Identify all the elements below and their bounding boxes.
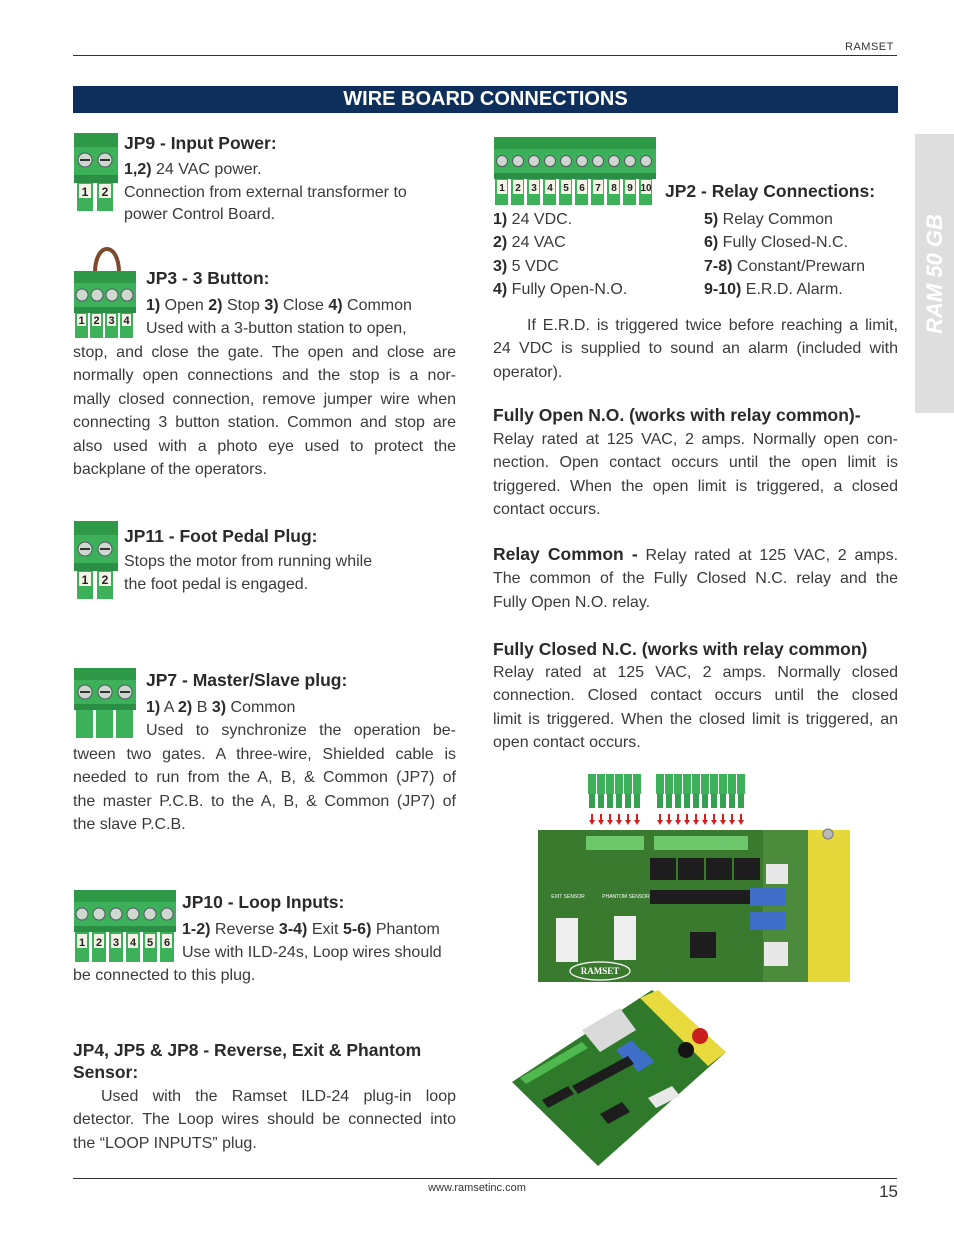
jp10-pin-label: 1 <box>78 937 86 949</box>
jp10-pin-label: 2 <box>95 937 103 949</box>
board-photo-top <box>538 770 850 982</box>
jp3-title: JP3 - 3 Button: <box>146 268 270 288</box>
fully-closed-title: Fully Closed N.C. (works with relay common) <box>493 639 868 659</box>
jp10-options: 1-2) Reverse 3-4) Exit 5-6) Phantom Use with ILD-24s, Loop wires should <box>182 921 442 962</box>
jp7-body: tween two gates. A three-wire, Shielded cable is needed to run from the A, B, & Common (JP7) of the master P.C.B. to the A, B, & Common (JP7) of the slave P.C.B. <box>73 746 456 834</box>
jp11-connector-icon <box>73 520 119 600</box>
jp458-title: JP4, JP5 & JP8 - Reverse, Exit & Phantom Sensor: <box>73 1040 422 1082</box>
jp3-body: stop, and close the gate. The open and close are normally open connections and the stop is a nor- mally closed connection, remove jumper wire when connecting 3 button station. Common and stop are also used with a photo eye used to protect the backplane of the operators. <box>73 344 456 479</box>
jp9-text: 1,2) 24 VAC power. Connection from external transformer to power Control Board. <box>124 161 407 223</box>
jp10-pin-label: 4 <box>129 937 137 949</box>
jp11-text: Stops the motor from running while the foot pedal is engaged. <box>124 553 373 594</box>
footer-rule <box>73 1178 897 1179</box>
jp10-connector-icon <box>73 889 177 963</box>
jp2-pin-label: 5 <box>563 183 569 194</box>
jp3-pin-label: 3 <box>108 315 115 327</box>
jp3-connector-icon <box>73 243 137 339</box>
jp2-item: 6) Fully Closed-N.C. <box>704 234 849 252</box>
section-banner: WIRE BOARD CONNECTIONS <box>73 86 898 113</box>
jp458-body: Used with the Ramset ILD-24 plug-in loop detector. The Loop wires should be connected into the “LOOP INPUTS” plug. <box>73 1088 456 1152</box>
jp2-erd-note: If E.R.D. is triggered twice before reaching a limit, 24 VDC is supplied to sound an alarm (included with operator). <box>493 317 898 381</box>
jp2-pin-label: 2 <box>515 183 521 194</box>
side-tab-label: RAM 50 GB <box>921 213 947 334</box>
relay-common-title: Relay Common - <box>493 544 638 564</box>
jp3-pin-label: 2 <box>93 315 100 327</box>
jp10-pin-label: 5 <box>146 937 154 949</box>
jp2-pin-list <box>493 208 899 302</box>
jp2-item: 5) Relay Common <box>704 211 833 228</box>
jp11-pin-label: 2 <box>101 573 109 587</box>
jp2-pin-label: 7 <box>595 183 601 194</box>
jp2-item: 1) 24 VDC. <box>493 211 573 228</box>
jp9-pin-label: 1 <box>81 185 89 199</box>
jp2-pin-label: 10 <box>640 183 652 194</box>
board-label-phantom: PHANTOM SENSOR <box>602 894 650 900</box>
jp10-pin-label: 6 <box>163 937 171 949</box>
side-tab <box>915 134 954 413</box>
jp2-item: 7-8) Constant/Prewarn <box>704 257 865 275</box>
jp2-pin-label: 4 <box>547 183 553 194</box>
jp3-options: 1) Open 2) Stop 3) Close 4) Common Used with a 3-button station to open, <box>146 297 412 338</box>
jp2-title: JP2 - Relay Connections: <box>665 181 876 201</box>
fully-open-body: Relay rated at 125 VAC, 2 amps. Normally open con- nection. Open contact occurs until the open limit is triggered. When the open limit is triggered, a closed contact occurs. <box>493 431 898 519</box>
jp11-pin-label: 1 <box>81 573 89 587</box>
board-logo: RAMSET <box>580 966 620 976</box>
jp10-pin-label: 3 <box>112 937 120 949</box>
jp9-connector-icon <box>73 132 119 212</box>
header-brand: RAMSET <box>845 41 894 53</box>
jp3-pin-label: 4 <box>123 315 130 327</box>
fully-open-title: Fully Open N.O. (works with relay common)- <box>493 405 861 425</box>
fully-closed-body: Relay rated at 125 VAC, 2 amps. Normally closed connection. Closed contact occurs until the closed limit is triggered. When the closed limit is triggered, an open contact occurs. <box>493 664 898 752</box>
jp7-options: 1) A 2) B 3) Common Used to synchronize the operation be- <box>146 699 456 740</box>
jp3-pin-label: 1 <box>78 315 85 327</box>
jp2-pin-label: 3 <box>531 183 537 194</box>
relay-common-block: Relay Common - Relay rated at 125 VAC, 2 amps. The common of the Fully Closed N.C. relay and the Fully Open N.O. relay. <box>493 544 899 611</box>
jp2-item: 2) 24 VAC <box>493 234 566 252</box>
jp10-body: be connected to this plug. <box>73 967 256 984</box>
jp7-connector-icon <box>73 667 137 739</box>
jp2-pin-label: 8 <box>611 183 617 194</box>
jp11-title: JP11 - Foot Pedal Plug: <box>124 526 318 546</box>
board-label-exit: EXIT SENSOR <box>551 894 585 900</box>
jp2-item: 3) 5 VDC <box>493 257 559 275</box>
jp10-title: JP10 - Loop Inputs: <box>182 892 345 912</box>
header-rule <box>73 55 897 56</box>
jp2-pin-label: 6 <box>579 183 585 194</box>
jp2-connector-icon <box>493 136 657 206</box>
footer-url: www.ramsetinc.com <box>428 1182 526 1194</box>
jp9-pin-label: 2 <box>101 185 109 199</box>
jp9-title: JP9 - Input Power: <box>124 133 277 153</box>
jp2-item: 4) Fully Open-N.O. <box>493 281 628 299</box>
board-photo-angled <box>512 990 726 1168</box>
jp2-pin-label: 1 <box>499 183 505 194</box>
page-number: 15 <box>879 1182 898 1201</box>
jp2-pin-label: 9 <box>627 183 633 194</box>
jp7-title: JP7 - Master/Slave plug: <box>146 670 348 690</box>
jp2-item: 9-10) E.R.D. Alarm. <box>704 281 843 299</box>
